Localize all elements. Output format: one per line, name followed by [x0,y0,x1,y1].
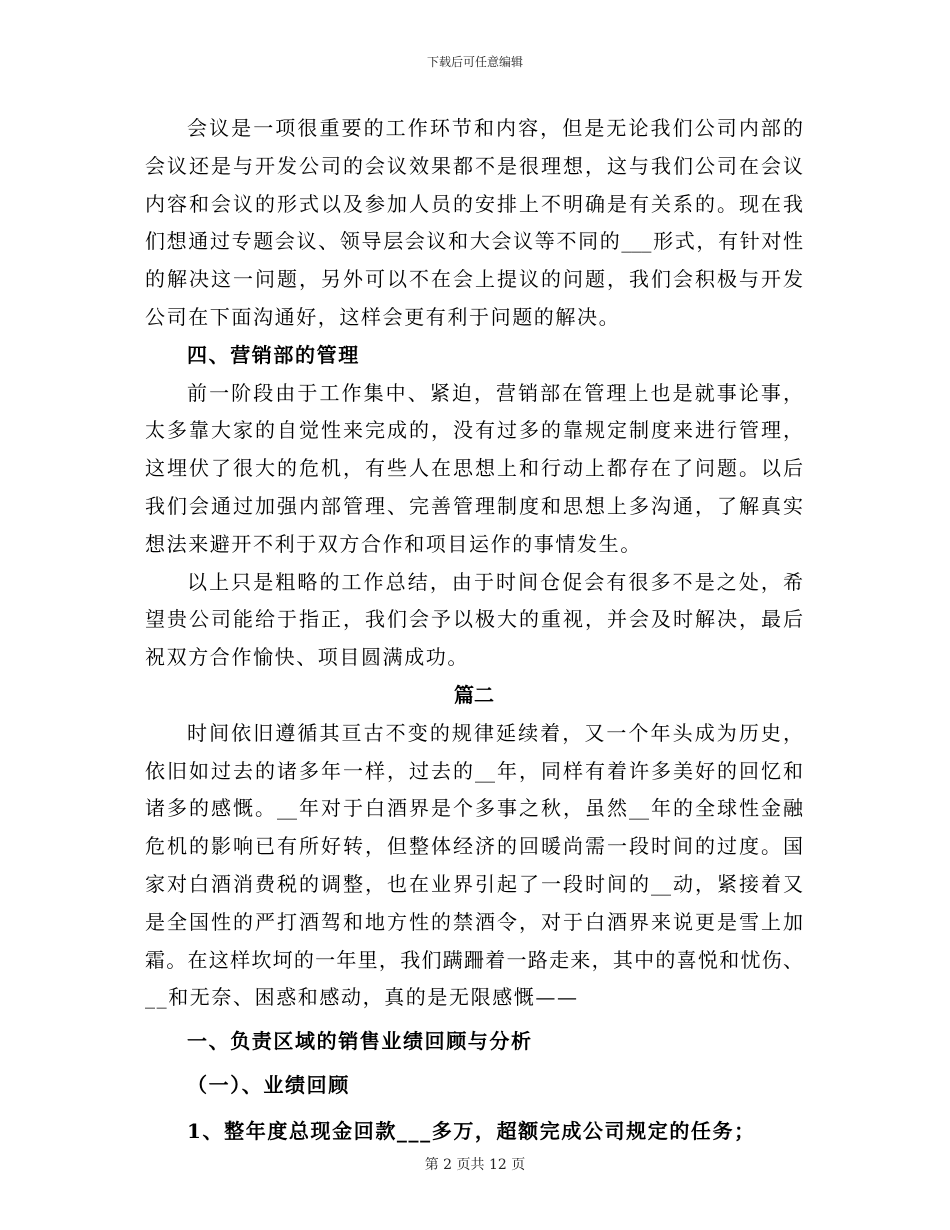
document-body [145,110,803,1151]
text-line: 的解决这一问题，另外可以不在会上提议的问题，我们会积极与开发 [145,267,803,292]
paragraph-conclusion [145,564,803,677]
text-line: 祝双方合作愉快、项目圆满成功。 [145,645,469,670]
text-line: 是全国性的严打酒驾和地方性的禁酒令，对于白酒界来说更是雪上加 [145,909,803,934]
paragraph-management [145,375,803,564]
text-line: 会议是一项很重要的工作环节和内容，但是无论我们公司内部的 [187,116,803,140]
text-line: 以上只是粗略的工作总结，由于时间仓促会有很多不是之处，希 [187,569,803,594]
paragraph-meetings [145,110,803,337]
section-title-part-two: 篇二 [454,682,494,707]
text-line: __和无奈、困惑和感动，真的是无限感慨—— [145,985,579,1010]
heading-sales-review: 一、负责区域的销售业绩回顾与分析 [187,1029,533,1054]
text-line: 霜。在这样坎坷的一年里，我们蹒跚着一路走来，其中的喜悦和忧伤、 [145,947,803,972]
text-line: 内容和会议的形式以及参加人员的安排上不明确是有关系的。现在我 [145,191,803,216]
text-line: 我们会通过加强内部管理、完善管理制度和思想上多沟通，了解真实 [145,493,803,518]
section-heading-marketing: 四、营销部的管理 [187,342,360,367]
subheading-performance: （一）、业绩回顾 [187,1072,350,1097]
text-line: 会议还是与开发公司的会议效果都不是很理想，这与我们公司在会议 [145,153,803,178]
text-line: 前一阶段由于工作集中、紧迫，营销部在管理上也是就事论事， [187,380,803,405]
text-line: 公司在下面沟通好，这样会更有利于问题的解决。 [145,304,621,329]
page-number: 第 2 页共 12 页 [424,1157,526,1173]
list-item-cash-collection: 1、整年度总现金回款___多万，超额完成公司规定的任务； [187,1118,756,1143]
text-line: 们想通过专题会议、领导层会议和大会议等不同的___形式，有针对性 [145,229,803,254]
text-line: 望贵公司能给于指正，我们会予以极大的重视，并会及时解决，最后 [145,607,803,632]
text-line: 这埋伏了很大的危机，有些人在思想上和行动上都存在了问题。以后 [145,456,803,481]
text-line: 时间依旧遵循其亘古不变的规律延续着，又一个年头成为历史， [187,720,803,745]
text-line: 太多靠大家的自觉性来完成的，没有过多的靠规定制度来进行管理， [145,418,803,443]
paragraph-year-review [145,715,803,1017]
text-line: 家对白酒消费税的调整，也在业界引起了一段时间的__动，紧接着又 [145,871,803,896]
text-line: 危机的影响已有所好转，但整体经济的回暖尚需一段时间的过度。国 [145,834,803,859]
text-line: 想法来避开不利于双方合作和项目运作的事情发生。 [145,531,642,556]
page-header: 下载后可任意编辑 [426,55,523,69]
text-line: 依旧如过去的诸多年一样，过去的__年，同样有着许多美好的回忆和 [145,758,803,783]
text-line: 诸多的感慨。__年对于白酒界是个多事之秋，虽然__年的全球性金融 [145,796,803,821]
